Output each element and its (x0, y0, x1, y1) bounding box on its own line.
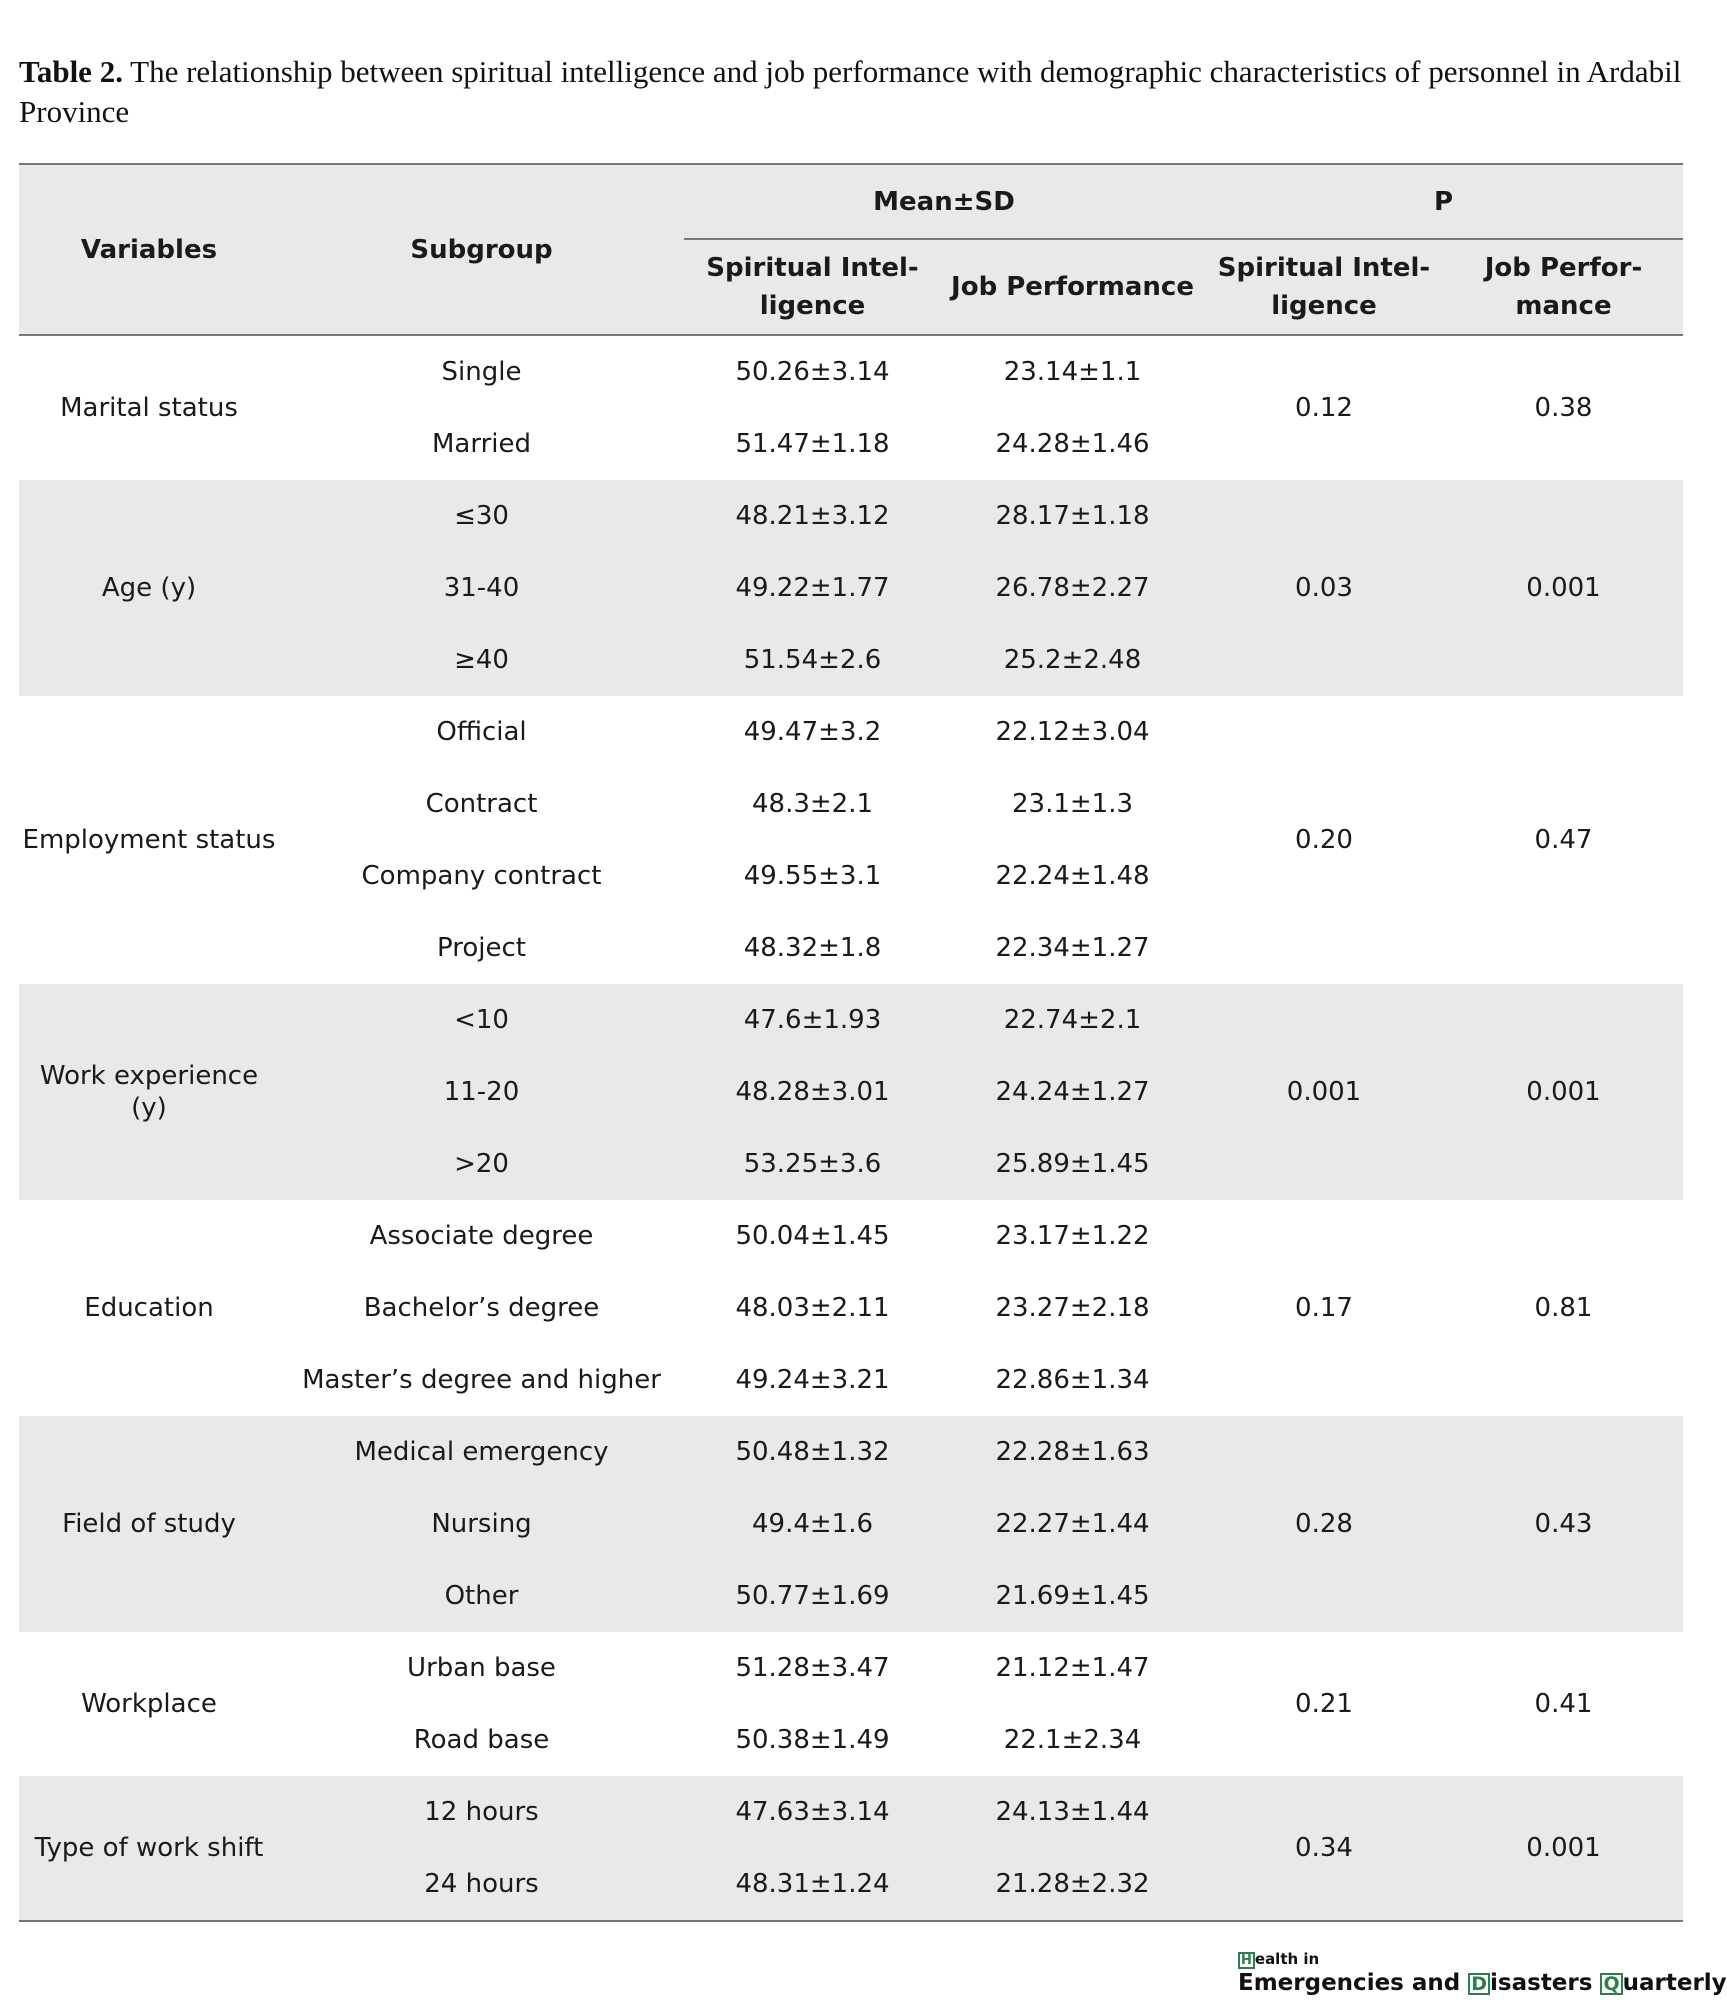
table-row (19, 1200, 1683, 1272)
si-mean-cell: 49.55±3.1 (743, 861, 882, 891)
table-caption (19, 52, 1689, 132)
si-mean-cell: 50.26±3.14 (735, 357, 890, 387)
jp-mean-cell: 21.12±1.47 (995, 1653, 1150, 1683)
logo-initial-q: Q (1600, 1973, 1622, 1995)
subgroup-cell: Bachelor’s degree (363, 1293, 600, 1323)
jp-p-cell: 0.47 (1534, 825, 1593, 855)
variable-cell: Marital status (60, 393, 238, 423)
header-jp-p: Job Perfor-mance (1444, 239, 1683, 335)
jp-mean-cell: 22.12±3.04 (995, 717, 1150, 747)
subgroup-cell: Contract (425, 789, 538, 819)
subgroup-cell: >20 (279, 1128, 684, 1200)
variable-cell: Education (84, 1293, 214, 1323)
si-mean-cell: 47.63±3.14 (684, 1776, 941, 1848)
journal-logo (1238, 1950, 1727, 1998)
header-variables: Variables (19, 164, 279, 335)
header-si-mean: Spiritual Intel-ligence (684, 239, 941, 335)
row-group (19, 1416, 1683, 1632)
row-group (19, 335, 1683, 480)
table-row (19, 335, 1683, 408)
jp-mean-cell: 22.1±2.34 (1003, 1725, 1142, 1755)
logo-word-quarterly: uarterly (1622, 1970, 1727, 1996)
subgroup-cell: Master’s degree and higher (302, 1365, 661, 1395)
jp-mean-cell: 24.24±1.27 (941, 1056, 1204, 1128)
subgroup-cell: 24 hours (279, 1848, 684, 1921)
subgroup-cell: <10 (279, 984, 684, 1056)
subgroup-cell: Project (437, 933, 526, 963)
subgroup-cell: 11-20 (279, 1056, 684, 1128)
si-p-cell: 0.34 (1204, 1776, 1444, 1921)
table-caption-label: Table 2. (19, 54, 123, 89)
si-mean-cell: 50.04±1.45 (735, 1221, 890, 1251)
table-header (19, 164, 1683, 335)
si-mean-cell: 48.28±3.01 (684, 1056, 941, 1128)
jp-p-cell: 0.001 (1444, 480, 1683, 696)
jp-mean-cell: 22.86±1.34 (995, 1365, 1150, 1395)
variable-cell: Field of study (19, 1416, 279, 1632)
jp-p-cell: 0.43 (1444, 1416, 1683, 1632)
jp-mean-cell: 24.13±1.44 (941, 1776, 1204, 1848)
subgroup-cell: Company contract (361, 861, 602, 891)
si-p-cell: 0.03 (1204, 480, 1444, 696)
si-mean-cell: 49.47±3.2 (743, 717, 882, 747)
header-p: P (1204, 164, 1683, 239)
si-mean-cell: 49.4±1.6 (684, 1488, 941, 1560)
si-mean-cell: 48.21±3.12 (684, 480, 941, 552)
table-row (19, 984, 1683, 1056)
header-mean-sd: Mean±SD (684, 164, 1204, 239)
si-mean-cell: 51.54±2.6 (684, 624, 941, 696)
si-p-cell: 0.20 (1295, 825, 1353, 855)
jp-mean-cell: 23.1±1.3 (1011, 789, 1134, 819)
jp-mean-cell: 23.27±2.18 (995, 1293, 1150, 1323)
logo-line1-text: ealth in (1254, 1950, 1320, 1968)
si-mean-cell: 48.31±1.24 (684, 1848, 941, 1921)
header-subgroup: Subgroup (279, 164, 684, 335)
si-mean-cell: 48.3±2.1 (751, 789, 874, 819)
si-p-cell: 0.28 (1204, 1416, 1444, 1632)
row-group (19, 984, 1683, 1200)
si-mean-cell: 51.28±3.47 (735, 1653, 890, 1683)
row-group (19, 1776, 1683, 1921)
si-mean-cell: 49.22±1.77 (684, 552, 941, 624)
header-jp-mean: Job Performance (941, 239, 1204, 335)
jp-mean-cell: 22.74±2.1 (941, 984, 1204, 1056)
jp-mean-cell: 22.34±1.27 (995, 933, 1150, 963)
variable-cell: Workplace (81, 1689, 217, 1719)
si-mean-cell: 50.77±1.69 (684, 1560, 941, 1632)
row-group (19, 480, 1683, 696)
variable-cell: Age (y) (19, 480, 279, 696)
si-p-cell: 0.17 (1295, 1293, 1353, 1323)
jp-p-cell: 0.001 (1444, 984, 1683, 1200)
subgroup-cell: Medical emergency (279, 1416, 684, 1488)
si-p-cell: 0.001 (1204, 984, 1444, 1200)
variable-cell: Employment status (22, 825, 276, 855)
variable-cell: Type of work shift (19, 1776, 279, 1921)
si-mean-cell: 50.48±1.32 (684, 1416, 941, 1488)
subgroup-cell: Road base (413, 1725, 550, 1755)
logo-initial-d: D (1468, 1973, 1490, 1995)
jp-p-cell: 0.38 (1534, 393, 1593, 423)
logo-initial-h: H (1238, 1952, 1255, 1969)
row-group (19, 1632, 1683, 1776)
jp-mean-cell: 23.14±1.1 (1003, 357, 1142, 387)
si-mean-cell: 48.03±2.11 (735, 1293, 890, 1323)
si-mean-cell: 49.24±3.21 (735, 1365, 890, 1395)
jp-mean-cell: 22.24±1.48 (995, 861, 1150, 891)
si-mean-cell: 50.38±1.49 (735, 1725, 890, 1755)
subgroup-cell: Married (431, 429, 531, 459)
subgroup-cell: Nursing (279, 1488, 684, 1560)
jp-mean-cell: 24.28±1.46 (995, 429, 1150, 459)
si-mean-cell: 47.6±1.93 (684, 984, 941, 1056)
subgroup-cell: ≥40 (279, 624, 684, 696)
jp-mean-cell: 21.69±1.45 (941, 1560, 1204, 1632)
table-row (19, 1416, 1683, 1488)
variable-cell: Work experience (y) (19, 984, 279, 1200)
subgroup-cell: 12 hours (279, 1776, 684, 1848)
jp-mean-cell: 21.28±2.32 (941, 1848, 1204, 1921)
si-p-cell: 0.21 (1295, 1689, 1353, 1719)
table-row (19, 480, 1683, 552)
si-p-cell: 0.12 (1295, 393, 1353, 423)
subgroup-cell: Associate degree (369, 1221, 594, 1251)
jp-mean-cell: 25.2±2.48 (941, 624, 1204, 696)
jp-p-cell: 0.001 (1444, 1776, 1683, 1921)
jp-mean-cell: 26.78±2.27 (941, 552, 1204, 624)
jp-p-cell: 0.81 (1534, 1293, 1593, 1323)
subgroup-cell: Urban base (407, 1653, 556, 1683)
table-row (19, 1632, 1683, 1704)
si-mean-cell: 53.25±3.6 (684, 1128, 941, 1200)
table-row (19, 696, 1683, 768)
subgroup-cell: ≤30 (279, 480, 684, 552)
jp-mean-cell: 28.17±1.18 (941, 480, 1204, 552)
table-row (19, 1776, 1683, 1848)
subgroup-cell: Single (441, 357, 522, 387)
row-group (19, 1200, 1683, 1416)
jp-mean-cell: 22.28±1.63 (941, 1416, 1204, 1488)
subgroup-cell: Official (436, 717, 527, 747)
jp-mean-cell: 23.17±1.22 (995, 1221, 1150, 1251)
subgroup-cell: Other (279, 1560, 684, 1632)
jp-mean-cell: 25.89±1.45 (941, 1128, 1204, 1200)
si-mean-cell: 48.32±1.8 (743, 933, 882, 963)
table-caption-text: The relationship between spiritual intelligence and job performance with demographic characteristics of personnel in Ardabil Province (19, 54, 1682, 129)
row-group (19, 696, 1683, 984)
logo-word-emergencies: Emergencies and (1238, 1970, 1469, 1996)
results-table (19, 163, 1683, 1922)
subgroup-cell: 31-40 (279, 552, 684, 624)
logo-word-disasters: isasters (1490, 1970, 1601, 1996)
jp-p-cell: 0.41 (1534, 1689, 1593, 1719)
jp-mean-cell: 22.27±1.44 (941, 1488, 1204, 1560)
si-mean-cell: 51.47±1.18 (735, 429, 890, 459)
header-si-p: Spiritual Intel-ligence (1204, 239, 1444, 335)
